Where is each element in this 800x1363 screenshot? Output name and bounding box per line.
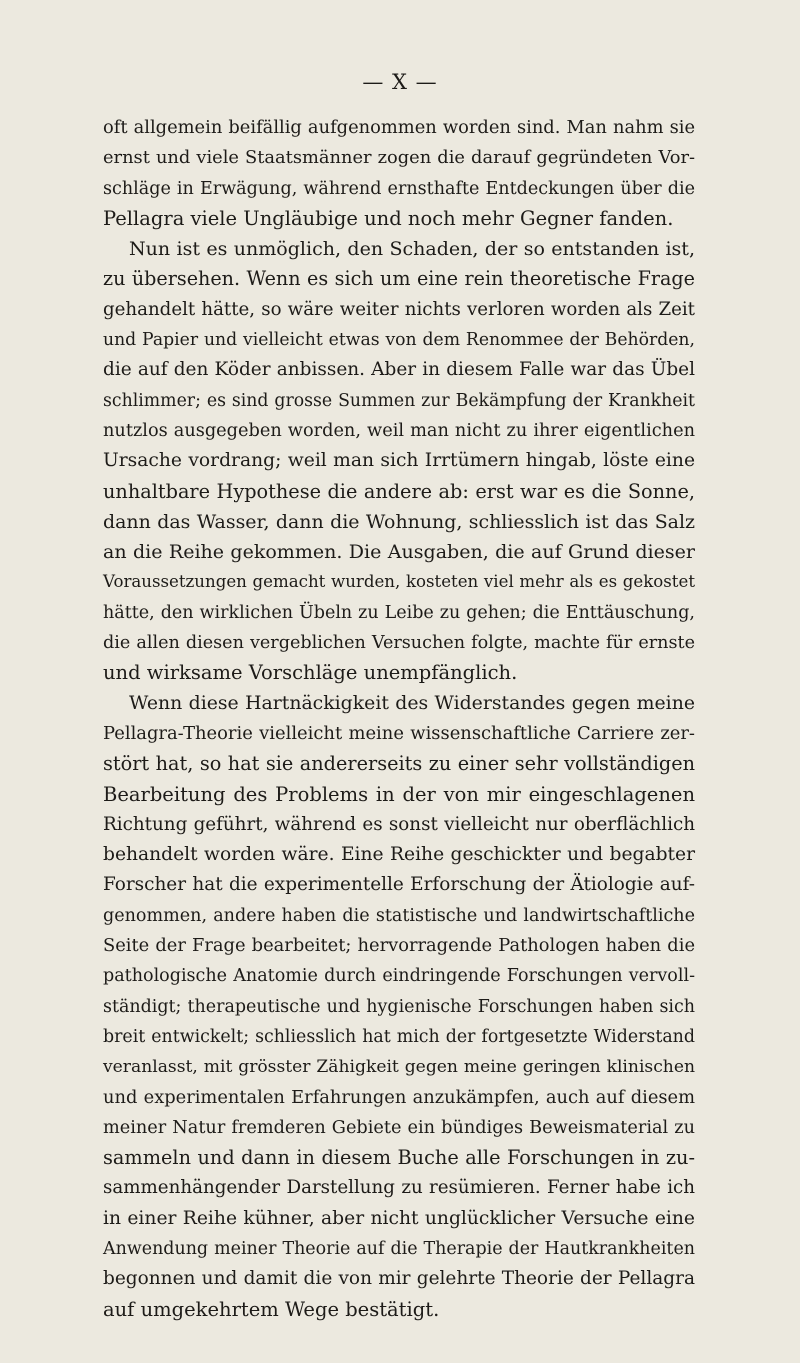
text-line: Anwendung meiner Theorie auf die Therapie der Hautkrankheiten: [103, 1238, 695, 1259]
text-line: zu übersehen. Wenn es sich um eine rein theoretische Frage: [103, 267, 695, 291]
text-line: veranlasst, mit grösster Zähigkeit gegen meine geringen klinischen: [103, 1057, 695, 1078]
text-line: begonnen und damit die von mir gelehrte Theorie der Pellagra: [103, 1268, 695, 1290]
text-line: stört hat, so hat sie andererseits zu einer sehr vollständigen: [103, 752, 695, 776]
text-line: und experimentalen Erfahrungen anzukämpfen, auch auf diesem: [103, 1086, 695, 1108]
text-line: und Papier und vielleicht etwas von dem Renommee der Behörden,: [103, 330, 695, 351]
text-line: nutzlos ausgegeben worden, weil man nicht zu ihrer eigentlichen: [103, 420, 695, 441]
text-line: pathologische Anatomie durch eindringende Forschungen vervoll-: [103, 966, 695, 987]
text-line: schläge in Erwägung, während ernsthafte Entdeckungen über die: [103, 178, 695, 199]
text-line: Wenn diese Hartnäckigkeit des Widerstandes gegen meine: [129, 692, 695, 714]
text-line: hätte, den wirklichen Übeln zu Leibe zu gehen; die Enttäuschung,: [103, 602, 695, 623]
text-line: gehandelt hätte, so wäre weiter nichts verloren worden als Zeit: [103, 298, 695, 320]
text-line: Ursache vordrang; weil man sich Irrtümern hingab, löste eine: [103, 450, 695, 472]
text-line: dann das Wasser, dann die Wohnung, schliesslich ist das Salz: [103, 510, 695, 533]
text-line: Forscher hat die experimentelle Erforschung der Ätiologie auf-: [103, 874, 695, 896]
text-line: Voraussetzungen gemacht wurden, kosteten viel mehr als es gekostet: [103, 572, 695, 592]
text-line: Pellagra-Theorie vielleicht meine wissenschaftliche Carriere zer-: [103, 722, 695, 744]
text-line: die allen diesen vergeblichen Versuchen folgte, machte für ernste: [103, 633, 695, 654]
text-line: behandelt worden wäre. Eine Reihe geschickter und begabter: [103, 844, 695, 866]
text-line: die auf den Köder anbissen. Aber in diesem Falle war das Übel: [103, 359, 695, 381]
text-line: an die Reihe gekommen. Die Ausgaben, die auf Grund dieser: [103, 541, 695, 564]
page-number: — X —: [362, 70, 438, 94]
text-line: unhaltbare Hypothese die andere ab: erst war es die Sonne,: [103, 479, 695, 503]
text-line: sammenhängender Darstellung zu resümieren. Ferner habe ich: [103, 1177, 695, 1199]
text-line: Seite der Frage bearbeitet; hervorragende Pathologen haben die: [103, 935, 695, 957]
text-line: und wirksame Vorschläge unempfänglich.: [103, 661, 518, 685]
text-line: breit entwickelt; schliesslich hat mich der fortgesetzte Widerstand: [103, 1026, 695, 1047]
text-line: Pellagra viele Ungläubige und noch mehr Gegner fanden.: [103, 206, 674, 230]
text-line: Richtung geführt, während es sonst vielleicht nur oberflächlich: [103, 813, 695, 835]
text-line: in einer Reihe kühner, aber nicht unglücklicher Versuche eine: [103, 1207, 695, 1229]
text-line: ernst und viele Staatsmänner zogen die darauf gegründeten Vor-: [103, 147, 695, 169]
text-line: genommen, andere haben die statistische und landwirtschaftliche: [103, 905, 695, 926]
body-text: [103, 113, 695, 1325]
text-line: sammeln und dann in diesem Buche alle Forschungen in zu-: [103, 1146, 695, 1170]
text-line: Nun ist es unmöglich, den Schaden, der so entstanden ist,: [129, 238, 695, 261]
text-line: ständigt; therapeutische und hygienische Forschungen haben sich: [103, 996, 695, 1017]
text-line: schlimmer; es sind grosse Summen zur Bekämpfung der Krankheit: [103, 390, 695, 411]
text-line: Bearbeitung des Problems in der von mir eingeschlagenen: [103, 782, 695, 806]
text-line: auf umgekehrtem Wege bestätigt.: [103, 1297, 440, 1321]
text-line: meiner Natur fremderen Gebiete ein bündiges Beweismaterial zu: [103, 1117, 695, 1138]
text-line: oft allgemein beifällig aufgenommen worden sind. Man nahm sie: [103, 117, 695, 138]
